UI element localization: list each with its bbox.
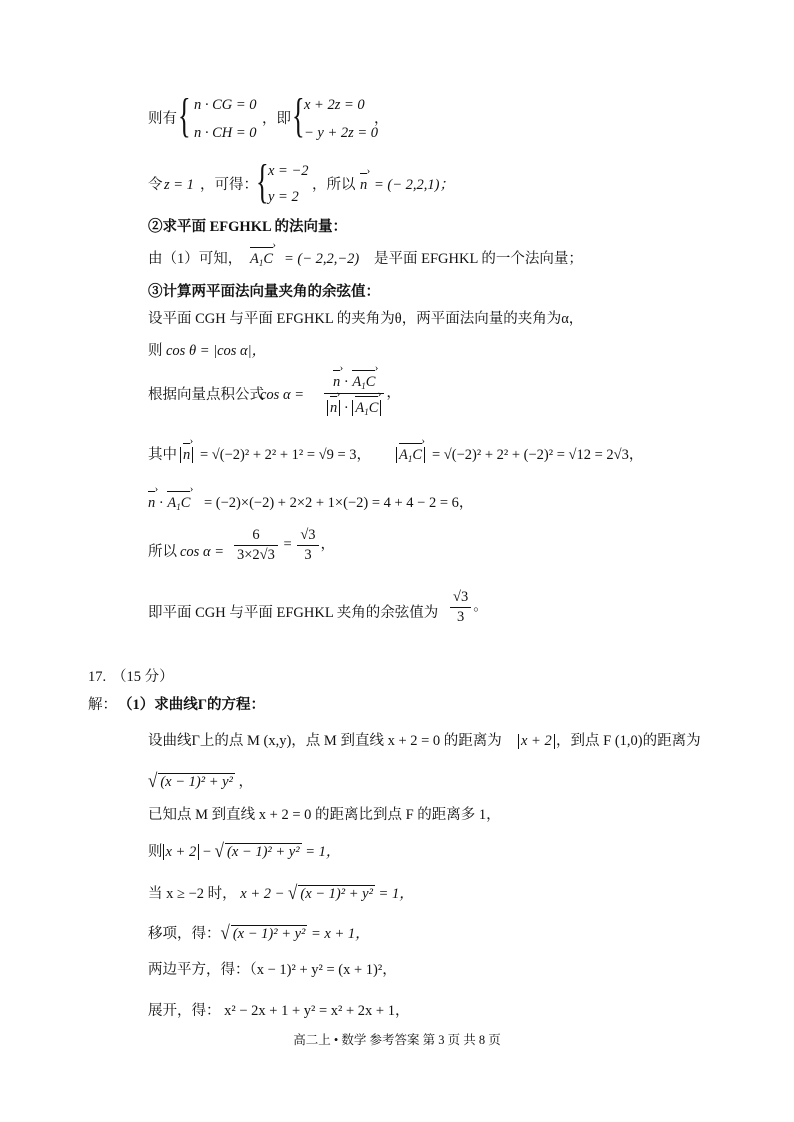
angle-definition: 设平面 CGH 与平面 EFGHKL 的夹角为θ，两平面法向量的夹角为α， (148, 311, 584, 327)
question-score: （15 分） (112, 669, 174, 685)
ie-text: ，即 (262, 111, 291, 127)
then-text: 则 (148, 343, 163, 359)
q17-line5: 当 x ≥ −2 时， x + 2 − √ (x − 1)² + y² = 1， (148, 881, 414, 904)
solution-label: 解： (88, 697, 117, 713)
cos-alpha-2: cos α = (180, 544, 224, 560)
page-footer: 高二上 • 数学 参考答案 第 3 页 共 8 页 (293, 1033, 501, 1047)
q17-line8: 展开，得： x² − 2x + 1 + y² = x² + 2x + 1， (148, 1003, 410, 1019)
n-magnitude-symbol: n › (180, 443, 193, 463)
obtain-text: ，可得： (200, 177, 258, 193)
cos-alpha: cos α = (260, 387, 304, 403)
dot-symbol: n › · $A_1C$ › (148, 491, 190, 512)
q17-line6: 移项，得：√ (x − 1)² + y² = x + 1， (148, 921, 370, 944)
solution-x: x = −2 (268, 163, 309, 179)
system2-row1: x + 2z = 0 (304, 97, 365, 113)
system2-row2: − y + 2z = 0 (304, 125, 379, 141)
n-value: = (− 2,2,1)； (374, 177, 454, 193)
part1-title: （1）求曲线Γ的方程： (118, 697, 265, 713)
cos-value: $\frac{6}{3\times 2√3}$ = $\frac{√3}{3}$ ， (232, 528, 335, 562)
step2-suffix: 是平面 EFGHKL 的一个法向量； (374, 251, 583, 267)
left-brace: { (256, 155, 269, 208)
vector-n: n › (360, 173, 367, 193)
conclusion-text: 即平面 CGH 与平面 EFGHKL 夹角的余弦值为 (148, 605, 439, 621)
a1c-value: = (− 2,2,−2) (284, 251, 360, 267)
where-text: 其中 (148, 447, 177, 463)
formula-prefix: 根据向量点积公式 (148, 387, 264, 403)
solution-y: y = 2 (268, 189, 299, 205)
let-text: 令 (148, 177, 163, 193)
so-text: ，所以 (312, 177, 356, 193)
q17-line2: √ (x − 1)² + y² ， (148, 769, 254, 792)
left-brace: { (292, 89, 305, 142)
step3-title: ③计算两平面法向量夹角的余弦值： (148, 284, 380, 300)
step2-prefix: 由（1）可知， (148, 251, 243, 267)
comma: ， (374, 111, 389, 127)
question-number: 17. (88, 669, 107, 685)
conclusion-value: $\frac{√3}{3}$ 。 (448, 590, 488, 624)
vector-a1c: $A_1C$ › (250, 247, 273, 268)
q17-line7: 两边平方，得：（x − 1)² + y² = (x + 1)²， (148, 962, 397, 978)
q17-line1a: 设曲线Γ上的点 M (x,y)，点 M 到直线 x + 2 = 0 的距离为 (148, 733, 502, 749)
z-equation: z = 1 (164, 177, 194, 193)
left-brace: { (178, 89, 191, 142)
cos-formula: $\frac{n › \cdot A_1C ›}{n › \cdot A_1C}$ › ， (322, 370, 401, 417)
so-prefix: 所以 (148, 544, 177, 560)
system1-row1: n · CG = 0 (194, 97, 257, 113)
cos-relation: cos θ = |cos α|， (166, 343, 267, 359)
system1-row2: n · CH = 0 (194, 125, 257, 141)
a1c-magnitude: = √(−2)² + 2² + (−2)² = √12 = 2√3， (432, 447, 644, 463)
dot-product: = (−2)×(−2) + 2×2 + 1×(−2) = 4 + 4 − 2 = 6， (204, 495, 474, 511)
q17-line4: 则 x + 2 − √ (x − 1)² + y² = 1， (148, 839, 341, 862)
q17-line1-abs: x + 2 (518, 734, 555, 749)
a1c-magnitude-symbol: $A_1C$ › (396, 443, 425, 464)
n-magnitude: = √(−2)² + 2² + 1² = √9 = 3， (200, 447, 372, 463)
q17-line3: 已知点 M 到直线 x + 2 = 0 的距离比到点 F 的距离多 1， (148, 807, 501, 823)
q17-line1b: ，到点 F (1,0)的距离为 (556, 733, 701, 749)
then-have-text: 则有 (148, 111, 177, 127)
step2-title: ②求平面 EFGHKL 的法向量： (148, 219, 347, 235)
